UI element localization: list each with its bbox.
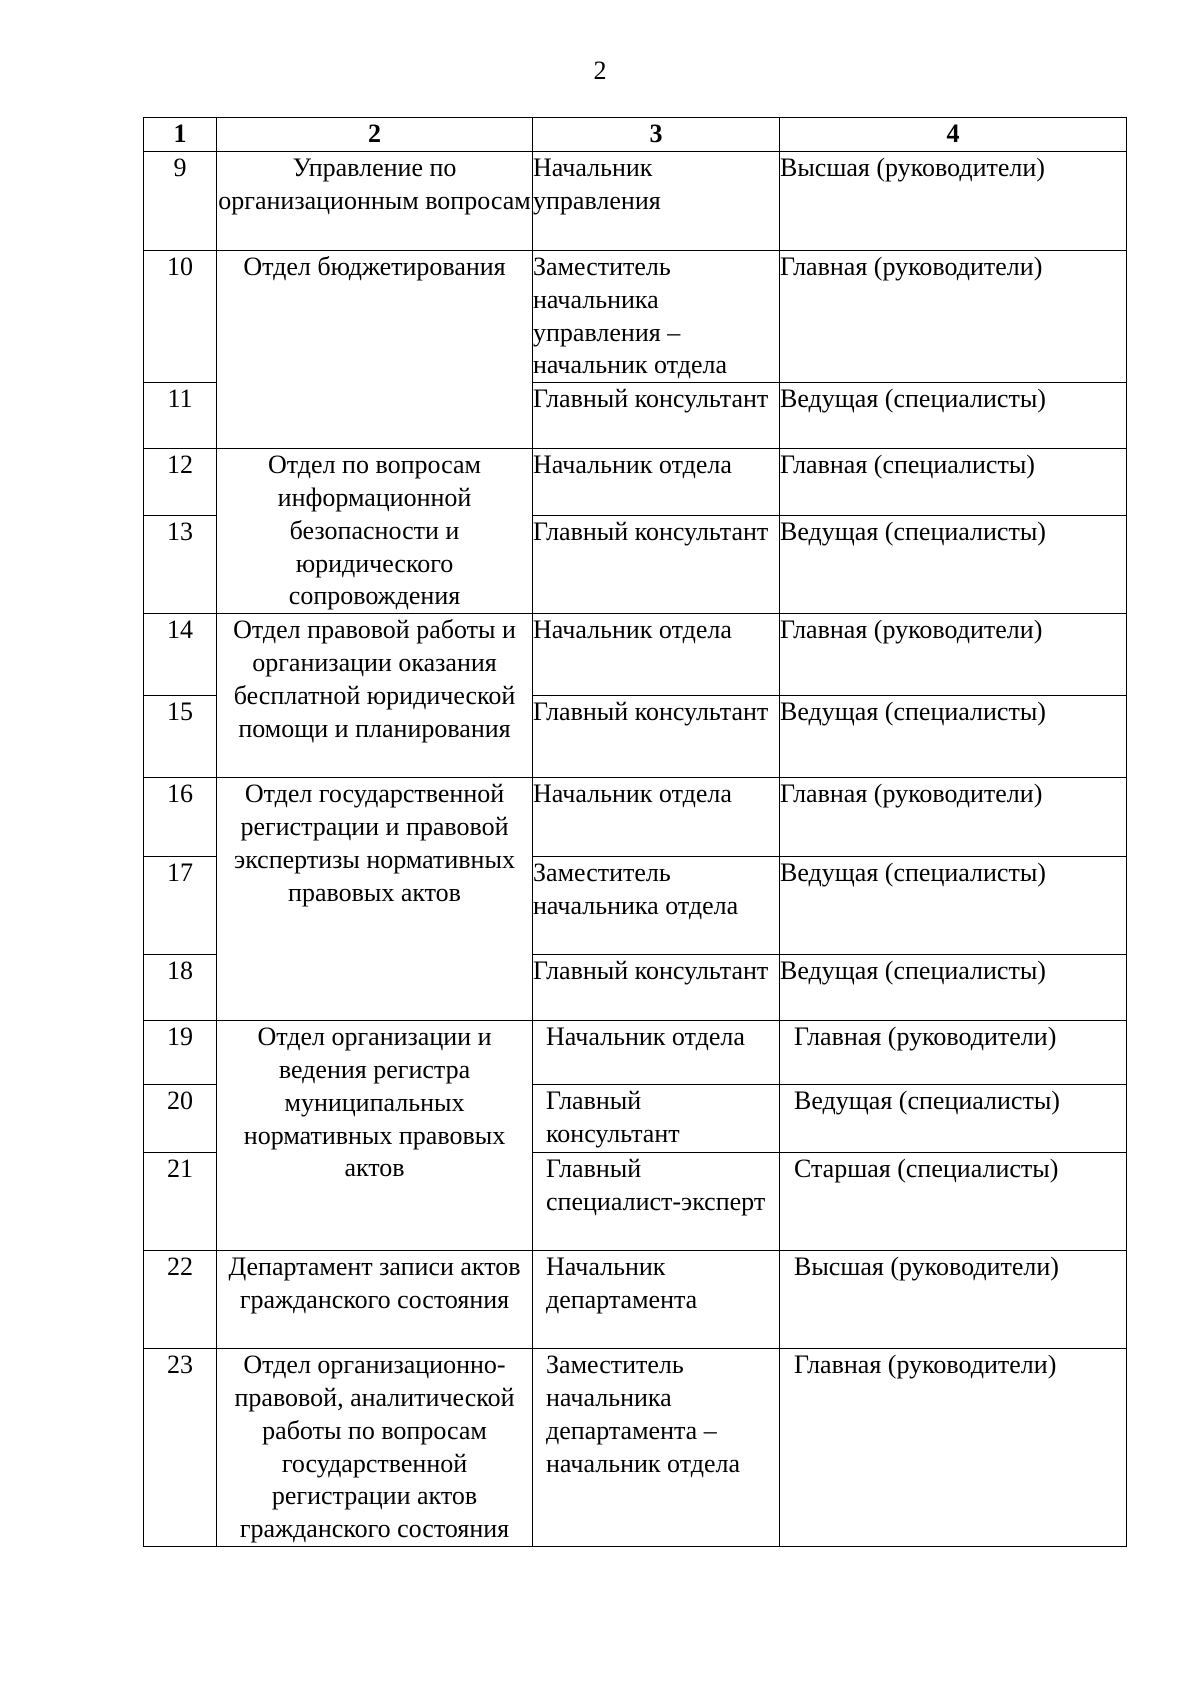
- row-number: 15: [144, 696, 217, 778]
- position-cell: Главный специалист-эксперт: [533, 1153, 780, 1251]
- group-cell: Высшая (руководители): [780, 1251, 1127, 1349]
- table-row: [144, 1251, 1127, 1349]
- position-cell: Главный консультант: [533, 383, 780, 449]
- table-row: [144, 1021, 1127, 1085]
- group-cell: Ведущая (специалисты): [780, 955, 1127, 1021]
- position-cell: Начальник управления: [533, 152, 780, 251]
- table-row: [144, 251, 1127, 383]
- department-cell: Отдел государственной регистрации и правовой экспертизы нормативных правовых актов: [217, 778, 533, 1021]
- group-cell: Ведущая (специалисты): [780, 383, 1127, 449]
- position-cell: Главный консультант: [533, 696, 780, 778]
- group-cell: Главная (руководители): [780, 1021, 1127, 1085]
- position-cell: Начальник отдела: [533, 1021, 780, 1085]
- group-cell: Ведущая (специалисты): [780, 696, 1127, 778]
- group-cell: Главная (специалисты): [780, 449, 1127, 515]
- position-cell: Начальник департамента: [533, 1251, 780, 1349]
- department-cell: Отдел бюджетирования: [217, 251, 533, 449]
- position-cell: Главный консультант: [533, 1085, 780, 1153]
- group-cell: Ведущая (специалисты): [780, 1085, 1127, 1153]
- row-number: 14: [144, 614, 217, 696]
- group-cell: Высшая (руководители): [780, 152, 1127, 251]
- group-cell: Главная (руководители): [780, 778, 1127, 857]
- table-row: [144, 152, 1127, 251]
- row-number: 11: [144, 383, 217, 449]
- department-cell: Отдел правовой работы и организации оказания бесплатной юридической помощи и планирования: [217, 614, 533, 778]
- staff-positions-table: [143, 117, 1127, 1547]
- row-number: 9: [144, 152, 217, 251]
- row-number: 20: [144, 1085, 217, 1153]
- position-cell: Заместитель начальника департамента – начальник отдела: [533, 1349, 780, 1547]
- group-cell: Ведущая (специалисты): [780, 515, 1127, 614]
- row-number: 18: [144, 955, 217, 1021]
- row-number: 21: [144, 1153, 217, 1251]
- position-cell: Главный консультант: [533, 955, 780, 1021]
- department-cell: Управление по организационным вопросам: [217, 152, 533, 251]
- row-number: 23: [144, 1349, 217, 1547]
- group-cell: Главная (руководители): [780, 251, 1127, 383]
- group-cell: Главная (руководители): [780, 614, 1127, 696]
- department-cell: Отдел по вопросам информационной безопасности и юридического сопровождения: [217, 449, 533, 614]
- column-header-1: 1: [144, 118, 217, 152]
- position-cell: Начальник отдела: [533, 614, 780, 696]
- department-cell: Отдел организации и ведения регистра муниципальных нормативных правовых актов: [217, 1021, 533, 1251]
- position-cell: Главный консультант: [533, 515, 780, 614]
- table-row: [144, 1349, 1127, 1547]
- row-number: 17: [144, 857, 217, 955]
- group-cell: Главная (руководители): [780, 1349, 1127, 1547]
- row-number: 19: [144, 1021, 217, 1085]
- department-cell: Департамент записи актов гражданского состояния: [217, 1251, 533, 1349]
- position-cell: Начальник отдела: [533, 449, 780, 515]
- row-number: 13: [144, 515, 217, 614]
- row-number: 22: [144, 1251, 217, 1349]
- table-row: [144, 449, 1127, 515]
- table-row: [144, 614, 1127, 696]
- column-header-4: 4: [780, 118, 1127, 152]
- row-number: 16: [144, 778, 217, 857]
- column-header-3: 3: [533, 118, 780, 152]
- group-cell: Старшая (специалисты): [780, 1153, 1127, 1251]
- position-cell: Заместитель начальника отдела: [533, 857, 780, 955]
- table-header-row: [144, 118, 1127, 152]
- row-number: 10: [144, 251, 217, 383]
- column-header-2: 2: [217, 118, 533, 152]
- position-cell: Начальник отдела: [533, 778, 780, 857]
- table-row: [144, 778, 1127, 857]
- group-cell: Ведущая (специалисты): [780, 857, 1127, 955]
- position-cell: Заместитель начальника управления – начальник отдела: [533, 251, 780, 383]
- row-number: 12: [144, 449, 217, 515]
- page-number: 2: [593, 56, 607, 85]
- department-cell: Отдел организационно-правовой, аналитической работы по вопросам государственной регистрации актов гражданского состояния: [217, 1349, 533, 1547]
